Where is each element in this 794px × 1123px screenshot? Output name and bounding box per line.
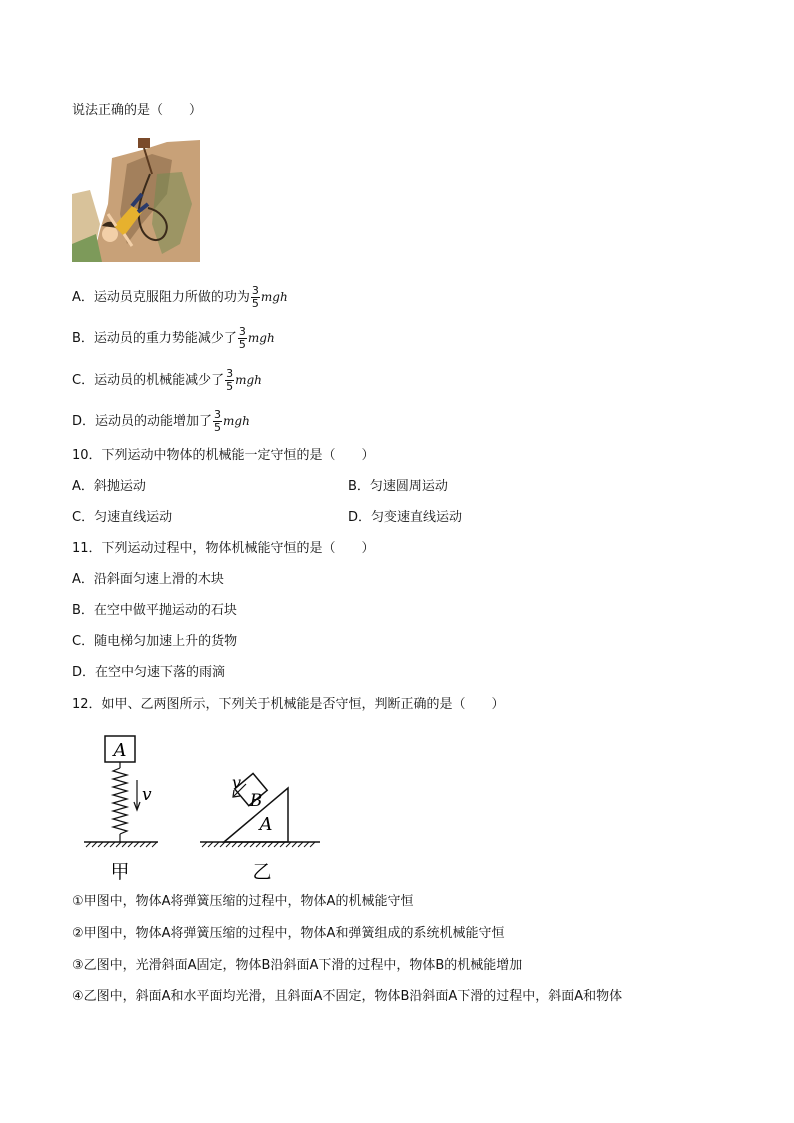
- block-a-label: A: [113, 740, 127, 761]
- q11-option-c: C．随电梯匀加速上升的货物: [72, 634, 238, 649]
- figure-yi: [196, 764, 326, 890]
- math-expr: mgh: [235, 373, 262, 387]
- q10-option-d: D．匀变速直线运动: [348, 510, 463, 525]
- q11-option-b: B．在空中做平抛运动的石块: [72, 603, 237, 618]
- q9-option-c-text: C．运动员的机械能减少了: [72, 373, 225, 388]
- math-expr: mgh: [260, 290, 288, 304]
- fraction: $\frac{3}{5}$: [238, 325, 246, 351]
- velocity-label: v: [232, 773, 242, 792]
- q9-option-c: [72, 368, 262, 393]
- q11-option-d: D．在空中匀速下落的雨滴: [72, 665, 226, 680]
- velocity-label: v: [142, 785, 152, 805]
- q9-option-d: [72, 409, 250, 434]
- q10-option-b: B．匀速圆周运动: [348, 479, 448, 494]
- q10-stem: 10．下列运动中物体的机械能一定守恒的是（ ）: [72, 448, 375, 463]
- math-expr: mgh: [247, 331, 275, 345]
- q12-statement-2: ②甲图中，物体A将弹簧压缩的过程中，物体A和弹簧组成的系统机械能守恒: [72, 926, 505, 941]
- q10-option-c: C．匀速直线运动: [72, 510, 173, 525]
- q12-statement-4: ④乙图中，斜面A和水平面均光滑，且斜面A不固定，物体B沿斜面A下滑的过程中，斜面A和物体: [72, 989, 623, 1004]
- q9-option-b: [72, 326, 275, 351]
- q9-option-b-text: B．运动员的重力势能减少了: [72, 331, 237, 346]
- fraction: $\frac{3}{5}$: [226, 367, 234, 393]
- q12-statement-3: ③乙图中，光滑斜面A固定，物体B沿斜面A下滑的过程中，物体B的机械能增加: [72, 958, 523, 973]
- q9-option-a-text: A．运动员克服阻力所做的功为: [72, 290, 250, 305]
- q11-option-a: A．沿斜面匀速上滑的木块: [72, 572, 224, 587]
- q12-stem: 12．如甲、乙两图所示，下列关于机械能是否守恒，判断正确的是（ ）: [72, 697, 505, 712]
- jia-label: 甲: [110, 861, 130, 883]
- q10-option-a: A．斜抛运动: [72, 479, 146, 494]
- q11-stem: 11．下列运动过程中，物体机械能守恒的是（ ）: [72, 541, 375, 556]
- yi-label: 乙: [252, 861, 272, 883]
- bungee-jumper-illustration: [72, 134, 200, 262]
- q12-statement-1: ①甲图中，物体A将弹簧压缩的过程中，物体A的机械能守恒: [72, 894, 414, 909]
- math-expr: mgh: [223, 414, 250, 428]
- figure-jia: [80, 730, 170, 890]
- block-b-label: B: [249, 791, 263, 811]
- fraction: $\frac{3}{5}$: [251, 284, 259, 310]
- fraction: $\frac{3}{5}$: [214, 408, 222, 434]
- incline-a-label: A: [259, 814, 273, 835]
- q9-option-a: [72, 285, 288, 310]
- q9-stem-tail: 说法正确的是（ ）: [72, 103, 203, 118]
- spring: [113, 768, 127, 834]
- q9-option-d-text: D．运动员的动能增加了: [72, 414, 213, 429]
